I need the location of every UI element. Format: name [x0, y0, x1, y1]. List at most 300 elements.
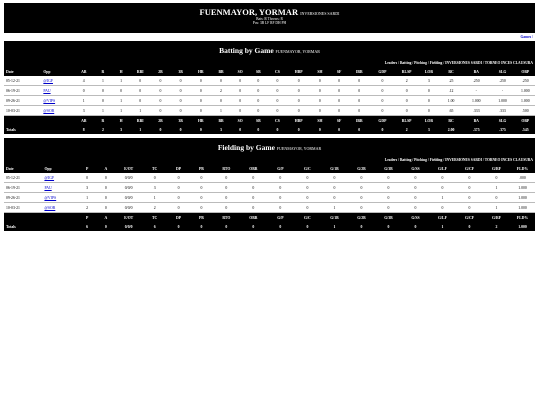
table-cell: .250 — [489, 76, 515, 86]
footer-column-header: G/C — [294, 213, 321, 223]
column-header[interactable]: AB — [74, 67, 94, 76]
footer-column-header: HR — [191, 116, 211, 126]
column-header[interactable]: G/RF — [483, 164, 510, 173]
table-cell: 0 — [310, 96, 330, 106]
table-row — [4, 106, 535, 116]
table-cell: 0 — [240, 203, 267, 213]
table-cell: 0 — [191, 76, 211, 86]
table-cell: 0/0/0 — [115, 183, 142, 193]
table-cell: 1 — [94, 76, 112, 86]
table-cell: 0 — [294, 173, 321, 183]
table-cell: 1 — [112, 76, 130, 86]
table-cell: 0 — [267, 203, 294, 213]
footer-column-header: G/3B — [375, 213, 402, 223]
table-cell: 0 — [395, 106, 419, 116]
totals-cell: 0 — [191, 125, 211, 134]
table-cell: 0 — [249, 86, 267, 96]
column-header[interactable]: P — [78, 164, 97, 173]
table-cell: 0 — [231, 106, 249, 116]
footer-column-header: A — [96, 213, 115, 223]
table-cell: 0 — [321, 183, 348, 193]
table-cell: 0 — [456, 183, 483, 193]
column-header[interactable]: H — [112, 67, 130, 76]
table-cell: 0 — [348, 106, 370, 116]
table-cell: 0 — [310, 76, 330, 86]
column-header[interactable]: RLSP — [395, 67, 419, 76]
column-header[interactable]: SF — [330, 67, 348, 76]
footer-column-header: AB — [74, 116, 94, 126]
table-cell — [41, 86, 73, 96]
table-cell: .250 — [463, 76, 489, 86]
table-cell: 0 — [211, 96, 231, 106]
column-header[interactable]: G/CF — [456, 164, 483, 173]
footer-column-header — [42, 213, 77, 223]
column-header[interactable]: BA — [463, 67, 489, 76]
footer-column-header: OBP — [516, 116, 535, 126]
totals-cell: 1.000 — [510, 222, 535, 231]
totals-cell: 0 — [310, 125, 330, 134]
table-cell: - — [489, 86, 515, 96]
totals-cell: .375 — [463, 125, 489, 134]
table-cell: 0 — [167, 193, 190, 203]
nav-link-leaders[interactable]: Leaders — [384, 158, 398, 162]
nav-link-fielding[interactable]: Fielding — [429, 158, 443, 162]
totals-cell: 0 — [348, 222, 375, 231]
column-header[interactable]: SLG — [489, 67, 515, 76]
table-cell: 0 — [321, 173, 348, 183]
table-cell: 2 — [142, 203, 167, 213]
totals-cell: 0 — [249, 125, 267, 134]
footer-column-header: LOB — [419, 116, 439, 126]
footer-column-header: G/P — [267, 213, 294, 223]
table-cell: 0 — [429, 203, 456, 213]
table-cell: 1 — [112, 96, 130, 106]
table-cell: 0 — [456, 173, 483, 183]
nav-separator: / — [397, 61, 400, 65]
column-header[interactable]: G/SS — [402, 164, 429, 173]
table-cell: 0 — [112, 86, 130, 96]
opponent-link[interactable]: @SOR — [44, 205, 56, 210]
table-cell: 0 — [310, 106, 330, 116]
table-cell: 0 — [190, 183, 213, 193]
table-cell: .25 — [439, 76, 463, 86]
column-header[interactable]: G/1B — [321, 164, 348, 173]
footer-column-header: SLG — [489, 116, 515, 126]
table-cell: 0 — [321, 193, 348, 203]
table-cell: 0 — [402, 193, 429, 203]
nav-link-batting[interactable]: Batting — [399, 61, 412, 65]
table-cell: 0 — [402, 203, 429, 213]
table-cell: 0 — [240, 173, 267, 183]
table-cell: 0 — [348, 96, 370, 106]
totals-cell: 0 — [267, 125, 287, 134]
column-header[interactable]: SO — [231, 67, 249, 76]
nav-link-inversiones-sardi[interactable]: INVERSIONES SARDI — [445, 158, 482, 162]
table-cell: 0 — [78, 173, 97, 183]
table-cell: 0 — [348, 86, 370, 96]
nav-link-torneo-inces-clausura[interactable]: TORNEO INCES CLAUSURA — [484, 158, 533, 162]
totals-cell: 0 — [456, 222, 483, 231]
table-cell: 0 — [150, 86, 170, 96]
table-row — [4, 96, 535, 106]
table-cell: 0 — [231, 96, 249, 106]
table-cell: 0 — [456, 193, 483, 203]
table-cell: 09-26-21 — [4, 193, 42, 203]
totals-cell: 0 — [240, 222, 267, 231]
table-cell: 0 — [395, 86, 419, 96]
table-cell: .65 — [439, 106, 463, 116]
column-header[interactable]: A — [96, 164, 115, 173]
column-header[interactable]: G/P — [267, 164, 294, 173]
column-header[interactable]: HBP — [288, 67, 310, 76]
totals-cell: 2 — [94, 125, 112, 134]
table-cell: 0 — [231, 76, 249, 86]
totals-cell — [41, 125, 73, 134]
table-cell: 0 — [130, 76, 150, 86]
table-cell: 0 — [375, 193, 402, 203]
opponent-link[interactable]: @IGF — [43, 78, 53, 83]
totals-cell: 1 — [321, 222, 348, 231]
table-cell: 0 — [370, 86, 394, 96]
batting-title: Batting by Game — [219, 46, 274, 55]
player-team: INVERSIONES SARDI — [300, 11, 340, 16]
table-cell: 0 — [213, 173, 240, 183]
table-cell: 1 — [112, 106, 130, 116]
table-cell: 0 — [348, 183, 375, 193]
totals-cell: 0 — [294, 222, 321, 231]
nav-link-inversiones-sardi[interactable]: INVERSIONES SARDI — [445, 61, 482, 65]
table-cell: 0 — [94, 86, 112, 96]
table-cell: 1.000 — [463, 96, 489, 106]
column-header[interactable]: G/2B — [348, 164, 375, 173]
footer-column-header: RTO — [213, 213, 240, 223]
table-cell: 0 — [483, 173, 510, 183]
opponent-link[interactable]: @IGF — [44, 175, 55, 180]
batting-title-line — [4, 41, 535, 55]
column-header[interactable]: TC — [142, 164, 167, 173]
column-header[interactable]: SH — [310, 67, 330, 76]
column-header[interactable]: 2B — [150, 67, 170, 76]
footer-header-row — [4, 213, 535, 223]
table-cell: 0 — [370, 96, 394, 106]
table-cell: 2 — [211, 86, 231, 96]
footer-column-header: G/1B — [321, 213, 348, 223]
table-cell: 0 — [171, 76, 191, 86]
fielding-title: Fielding by Game — [217, 143, 275, 152]
column-header[interactable]: BB — [211, 67, 231, 76]
nav-separator: / — [442, 61, 446, 65]
table-cell — [41, 106, 73, 116]
table-cell: 2 — [78, 203, 97, 213]
totals-cell: 0 — [375, 222, 402, 231]
table-cell: 1.000 — [510, 183, 535, 193]
player-name-line — [4, 3, 535, 17]
footer-column-header: G/LF — [429, 213, 456, 223]
table-cell: 0 — [240, 193, 267, 203]
table-cell: 1 — [78, 193, 97, 203]
nav-link-batting[interactable]: Batting — [399, 158, 412, 162]
table-cell: 0 — [288, 96, 310, 106]
table-cell: .250 — [516, 76, 535, 86]
batting-nav — [385, 61, 533, 65]
table-cell: 3 — [142, 183, 167, 193]
table-cell: 0 — [130, 96, 150, 106]
table-cell: 0 — [150, 76, 170, 86]
table-cell: 1.000 — [489, 96, 515, 106]
table-cell: 0 — [167, 173, 190, 183]
opponent-link[interactable]: @VIPS — [43, 98, 56, 103]
column-header[interactable]: E/OT — [115, 164, 142, 173]
footer-column-header: R — [94, 116, 112, 126]
table-row — [4, 76, 535, 86]
table-cell — [41, 76, 73, 86]
totals-cell: 0 — [167, 222, 190, 231]
table-cell: 0 — [267, 76, 287, 86]
totals-cell: .375 — [489, 125, 515, 134]
table-cell: 3 — [74, 106, 94, 116]
totals-cell: 0 — [348, 125, 370, 134]
totals-cell: 2 — [395, 125, 419, 134]
column-header[interactable]: IBB — [348, 67, 370, 76]
totals-cell: 3 — [211, 125, 231, 134]
table-cell: 0 — [96, 203, 115, 213]
table-cell — [42, 193, 77, 203]
opponent-link[interactable]: @VIPS — [44, 195, 57, 200]
nav-separator: / — [426, 61, 430, 65]
totals-cell: 0 — [150, 125, 170, 134]
opponent-link[interactable]: PAU — [43, 88, 51, 93]
totals-cell: 3 — [419, 125, 439, 134]
column-header[interactable]: Opp — [42, 164, 77, 173]
table-cell: 0 — [240, 183, 267, 193]
table-cell: .333 — [463, 106, 489, 116]
table-cell: 0 — [419, 86, 439, 96]
table-cell: 0 — [330, 106, 348, 116]
table-cell: 0 — [191, 86, 211, 96]
totals-cell: 0 — [370, 125, 394, 134]
table-cell: 0 — [249, 76, 267, 86]
totals-cell — [42, 222, 77, 231]
table-cell: 1 — [429, 193, 456, 203]
footer-column-header: RBI — [130, 116, 150, 126]
column-header[interactable]: R — [94, 67, 112, 76]
table-cell: 0 — [294, 203, 321, 213]
column-header[interactable]: FLD% — [510, 164, 535, 173]
table-cell: 0 — [330, 96, 348, 106]
column-header[interactable]: GDP — [370, 67, 394, 76]
column-header[interactable]: Opp — [41, 67, 73, 76]
table-cell: 0 — [375, 173, 402, 183]
table-cell: .500 — [516, 106, 535, 116]
column-header[interactable]: PB — [190, 164, 213, 173]
opponent-link[interactable]: PAU — [44, 185, 52, 190]
totals-cell: .545 — [516, 125, 535, 134]
fielding-section-header — [4, 138, 535, 164]
batting-subtitle: FUENMAYOR, YORMAR — [275, 49, 320, 54]
table-cell: 05-12-21 — [4, 173, 42, 183]
totals-cell: 8 — [74, 125, 94, 134]
table-cell: 0 — [267, 183, 294, 193]
table-cell: 0 — [402, 183, 429, 193]
table-cell: 0 — [96, 173, 115, 183]
table-cell: 1 — [130, 106, 150, 116]
table-cell: 0 — [348, 193, 375, 203]
footer-column-header: H — [112, 116, 130, 126]
footer-column-header: G/2B — [348, 213, 375, 223]
table-cell: 1 — [211, 106, 231, 116]
totals-cell: 6 — [142, 222, 167, 231]
table-cell: 05-12-21 — [4, 76, 41, 86]
table-cell: 1.000 — [516, 86, 535, 96]
nav-link-fielding[interactable]: Fielding — [429, 61, 443, 65]
table-cell: 0 — [190, 203, 213, 213]
table-cell: 0 — [375, 183, 402, 193]
table-cell: 0 — [419, 96, 439, 106]
footer-column-header: OBR — [240, 213, 267, 223]
table-cell: 0 — [213, 193, 240, 203]
footer-column-header: SB — [249, 116, 267, 126]
totals-cell: 2 — [483, 222, 510, 231]
column-header[interactable]: G/LF — [429, 164, 456, 173]
table-cell: 0 — [267, 86, 287, 96]
totals-cell: 0 — [190, 222, 213, 231]
totals-cell: 0 — [213, 222, 240, 231]
totals-cell: 0 — [288, 125, 310, 134]
nav-link-torneo-inces-clausura[interactable]: TORNEO INCES CLAUSURA — [484, 61, 533, 65]
footer-column-header: P — [78, 213, 97, 223]
table-cell: 0 — [231, 86, 249, 96]
table-cell — [42, 173, 77, 183]
table-cell: 1.000 — [510, 193, 535, 203]
column-header[interactable]: Date — [4, 67, 41, 76]
batting-section-header — [4, 41, 535, 67]
footer-column-header — [4, 213, 42, 223]
totals-cell: 0 — [267, 222, 294, 231]
table-cell: 0 — [171, 96, 191, 106]
table-cell: 0 — [150, 106, 170, 116]
nav-link-pitching[interactable]: Pitching — [414, 158, 427, 162]
fielding-title-line — [4, 138, 535, 152]
totals-cell: 0 — [96, 222, 115, 231]
footer-column-header: BA — [463, 116, 489, 126]
table-cell: 0 — [456, 203, 483, 213]
player-name: FUENMAYOR, YORMAR — [199, 7, 299, 17]
table-row — [4, 203, 535, 213]
totals-cell: 0/0/0 — [115, 222, 142, 231]
table-cell: 06-19-21 — [4, 183, 42, 193]
table-row — [4, 173, 535, 183]
table-cell: 0 — [294, 183, 321, 193]
table-cell: 0 — [171, 106, 191, 116]
table-cell: 0 — [191, 106, 211, 116]
column-header[interactable]: Date — [4, 164, 42, 173]
table-cell: .333 — [489, 106, 515, 116]
column-header[interactable]: RTO — [213, 164, 240, 173]
table-cell: 10-03-21 — [4, 203, 42, 213]
nav-link-leaders[interactable]: Leaders — [384, 61, 398, 65]
column-header[interactable]: RBI — [130, 67, 150, 76]
totals-row — [4, 125, 535, 134]
column-header[interactable]: CS — [267, 67, 287, 76]
table-cell: 1 — [142, 193, 167, 203]
table-cell: 3 — [78, 183, 97, 193]
footer-column-header: HBP — [288, 116, 310, 126]
column-header[interactable]: 3B — [171, 67, 191, 76]
column-header[interactable]: SB — [249, 67, 267, 76]
column-header[interactable]: G/C — [294, 164, 321, 173]
opponent-link[interactable]: @SOR — [43, 108, 55, 113]
footer-column-header: G/SS — [402, 213, 429, 223]
table-cell — [42, 203, 77, 213]
table-cell: 1 — [74, 96, 94, 106]
footer-column-header: BB — [211, 116, 231, 126]
column-header[interactable]: OBR — [240, 164, 267, 173]
table-cell: 0 — [190, 173, 213, 183]
column-header[interactable]: RC — [439, 67, 463, 76]
totals-cell: 6 — [78, 222, 97, 231]
table-cell: 0 — [249, 106, 267, 116]
table-cell: 0 — [213, 183, 240, 193]
column-header[interactable]: HR — [191, 67, 211, 76]
table-cell: 0 — [249, 96, 267, 106]
table-cell: 0 — [330, 86, 348, 96]
table-cell: 10-03-21 — [4, 106, 41, 116]
footer-column-header: RC — [439, 116, 463, 126]
table-row — [4, 183, 535, 193]
column-header[interactable]: G/3B — [375, 164, 402, 173]
page — [4, 3, 535, 231]
table-cell: 0 — [167, 183, 190, 193]
footer-column-header: SH — [310, 116, 330, 126]
table-cell: 0/0/0 — [115, 193, 142, 203]
table-cell: - — [463, 86, 489, 96]
table-cell: 0 — [94, 96, 112, 106]
table-cell — [42, 183, 77, 193]
table-cell: 0/0/0 — [115, 173, 142, 183]
table-cell: 0 — [211, 76, 231, 86]
fielding-nav — [385, 158, 533, 162]
column-header[interactable]: DP — [167, 164, 190, 173]
footer-column-header: TC — [142, 213, 167, 223]
table-cell: 09-26-21 — [4, 96, 41, 106]
footer-column-header — [41, 116, 73, 126]
table-cell: 0/0/0 — [115, 203, 142, 213]
table-cell: 4 — [74, 76, 94, 86]
totals-cell: 1 — [429, 222, 456, 231]
positions: Pos: 3B LF RF DH PH — [252, 21, 287, 26]
games-link[interactable]: Games / — [520, 35, 533, 39]
table-cell: 0 — [429, 183, 456, 193]
totals-cell: 3 — [112, 125, 130, 134]
totals-cell: 0 — [402, 222, 429, 231]
table-cell: 0 — [267, 173, 294, 183]
table-cell: 0 — [395, 96, 419, 106]
column-header[interactable]: OBP — [516, 67, 535, 76]
table-cell: 0 — [130, 86, 150, 96]
fielding-table — [4, 164, 535, 231]
table-cell: 0 — [348, 76, 370, 86]
table-cell: 0 — [348, 173, 375, 183]
table-cell: .12 — [439, 86, 463, 96]
table-cell: 0 — [142, 173, 167, 183]
table-cell: 06-19-21 — [4, 86, 41, 96]
footer-header-row — [4, 116, 535, 126]
table-row — [4, 193, 535, 203]
column-header[interactable]: LOB — [419, 67, 439, 76]
nav-separator: / — [426, 158, 430, 162]
nav-link-pitching[interactable]: Pitching — [414, 61, 427, 65]
table-cell: 0 — [330, 76, 348, 86]
